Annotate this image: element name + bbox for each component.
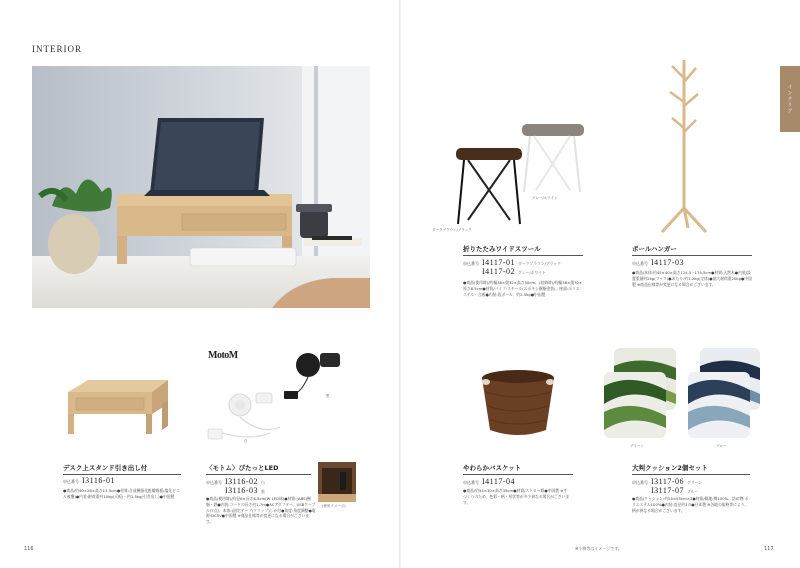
variant-label: 黒 xyxy=(261,489,265,494)
cushion-blue-label: ブルー xyxy=(716,444,727,448)
order-code[interactable]: I3117-07 xyxy=(651,486,685,495)
variant-label: 白 xyxy=(261,480,265,485)
led-spec: ●商品(使用時)/約径6×長さ6.5cm(W LED球)●材質:(ABS)樹脂・鉄●内装:コードの長さ約1.7m●ACアダプター、USBケーブル(7点)、本体:(固定テープ/クリップ)しか付●角度:角度調整●電源:DC5V●中国製 ※商品仕様等が変更になる場合がございます。 xyxy=(206,496,316,525)
cushion-codes xyxy=(632,477,702,495)
order-code[interactable]: I4117-04 xyxy=(482,477,516,486)
desk-stand-codes xyxy=(63,476,115,485)
order-code[interactable]: I3116-02 xyxy=(225,477,259,486)
hanger-code-row xyxy=(632,258,684,267)
stool-codes xyxy=(463,258,561,276)
stool-spec: ●商品(使用時)/約幅38×奥32×高さ50cm、(収納時)/約幅38×奥70×厚さ8.5cm●材質/パイプ:スチール(エポキシ樹脂塗装)、座面:ポリエステル・合板●内装:段ボール、約2.5kg●中国製 xyxy=(463,280,583,297)
page-spine xyxy=(399,0,401,568)
code-label: 申込番号 xyxy=(632,480,648,485)
code-label: 申込番号 xyxy=(206,480,222,485)
cushion-green-label: グリーン xyxy=(630,444,644,448)
order-code[interactable]: I3116-01 xyxy=(82,476,116,485)
led-codes xyxy=(206,477,265,495)
code-label: 申込番号 xyxy=(463,261,479,266)
variant-label: ブルー xyxy=(687,489,699,494)
stool-code-row xyxy=(463,258,561,267)
desk-stand-illustration xyxy=(64,378,172,438)
code-label: 申込番号 xyxy=(632,261,648,266)
variant-label: ダークブラウン/ブラック xyxy=(518,261,561,266)
stool-dark-caption: ダークブラウン/ブラック xyxy=(432,228,472,232)
cushion-rule xyxy=(632,474,750,475)
hero-illustration xyxy=(32,66,370,308)
desk-stand-title: デスク上スタンド引き出し付 xyxy=(63,464,148,472)
cushion-code-row xyxy=(632,486,702,495)
basket-illustration xyxy=(476,368,560,438)
stool-illustration xyxy=(450,112,590,232)
basket-code-row xyxy=(463,477,515,486)
desk-stand-code-row xyxy=(63,476,115,485)
led-illustration xyxy=(200,345,340,441)
order-code[interactable]: I3117-06 xyxy=(651,477,685,486)
hanger-title: ポールハンガー xyxy=(632,245,677,253)
led-white-label: 白 xyxy=(244,439,248,443)
page-number-right: 117 xyxy=(764,546,774,552)
basket-spec: ●商品/約54×30×高さ39cm●材質/ストロー紙●中国製 ※手づくりのため、色彩・柄・形状等が多少異なる場合がございます。 xyxy=(463,488,570,505)
cushion-spec: ●商品/クッション:約55×55cm×2●材質/側地:綿100%、詰め物:ポリエステル100%●内装:直径約1の●日本製 ※各地の規格等により、柄が異なる場合がございます。 xyxy=(632,496,749,513)
motom-logo: MotoM xyxy=(208,350,238,361)
order-code[interactable]: I4117-03 xyxy=(651,258,685,267)
code-label: 申込番号 xyxy=(63,479,79,484)
variant-label: グレー/ホワイト xyxy=(518,270,546,275)
hero-photo xyxy=(32,66,370,308)
stool-code-row xyxy=(463,267,561,276)
image-note: ※小物等はイメージです。 xyxy=(575,546,622,551)
hanger-codes xyxy=(632,258,684,267)
led-black-label: 黒 xyxy=(326,394,330,398)
order-code[interactable]: I4117-02 xyxy=(482,267,516,276)
led-code-row xyxy=(206,486,265,495)
stool-title: 折りたたみワイドスツール xyxy=(463,245,541,253)
basket-title: やわらかバスケット xyxy=(463,464,522,472)
led-title: 〈モトム〉ぴたっとLED xyxy=(206,464,279,472)
desk-stand-rule xyxy=(63,474,181,475)
stool-rule xyxy=(463,255,583,256)
code-label: 申込番号 xyxy=(463,480,479,485)
led-rule xyxy=(206,474,311,475)
cushion-code-row xyxy=(632,477,702,486)
desk-stand-spec: ●商品/約40×26×高さ13.5cm●材質:合成樹脂化粧繊維板(塩化ビニル被覆)●内装:耐荷重約10kg(天板)・約1.5kg(引き出し)●中国製 xyxy=(63,488,180,499)
led-usage-photo xyxy=(318,462,356,502)
hanger-rule xyxy=(632,255,752,256)
pole-hanger-illustration xyxy=(654,58,714,238)
basket-codes xyxy=(463,477,515,486)
order-code[interactable]: I3116-03 xyxy=(225,486,259,495)
basket-rule xyxy=(463,474,573,475)
page-number-left: 116 xyxy=(24,546,34,552)
hanger-spec: ●商品/本体:約45×40×高さ124.5~174.5cm●材質:天然木●内装/設置重量約2kg(フック)●あたり:約1.2kg(全体)●最大耐荷重20kg●中国製 ※商品仕様等が変更になる場合がございます。 xyxy=(632,270,752,287)
section-title: INTERIOR xyxy=(32,44,82,54)
category-tab[interactable]: インテリア xyxy=(780,66,800,132)
variant-label: グリーン xyxy=(687,480,703,485)
cushion-illustration xyxy=(602,346,762,446)
led-code-row xyxy=(206,477,265,486)
order-code[interactable]: I4117-01 xyxy=(482,258,516,267)
led-usage-caption: (使用イメージ) xyxy=(322,504,346,508)
cushion-title: 大判クッション2個セット xyxy=(632,464,708,472)
stool-light-caption: グレー/ホワイト xyxy=(532,196,558,200)
